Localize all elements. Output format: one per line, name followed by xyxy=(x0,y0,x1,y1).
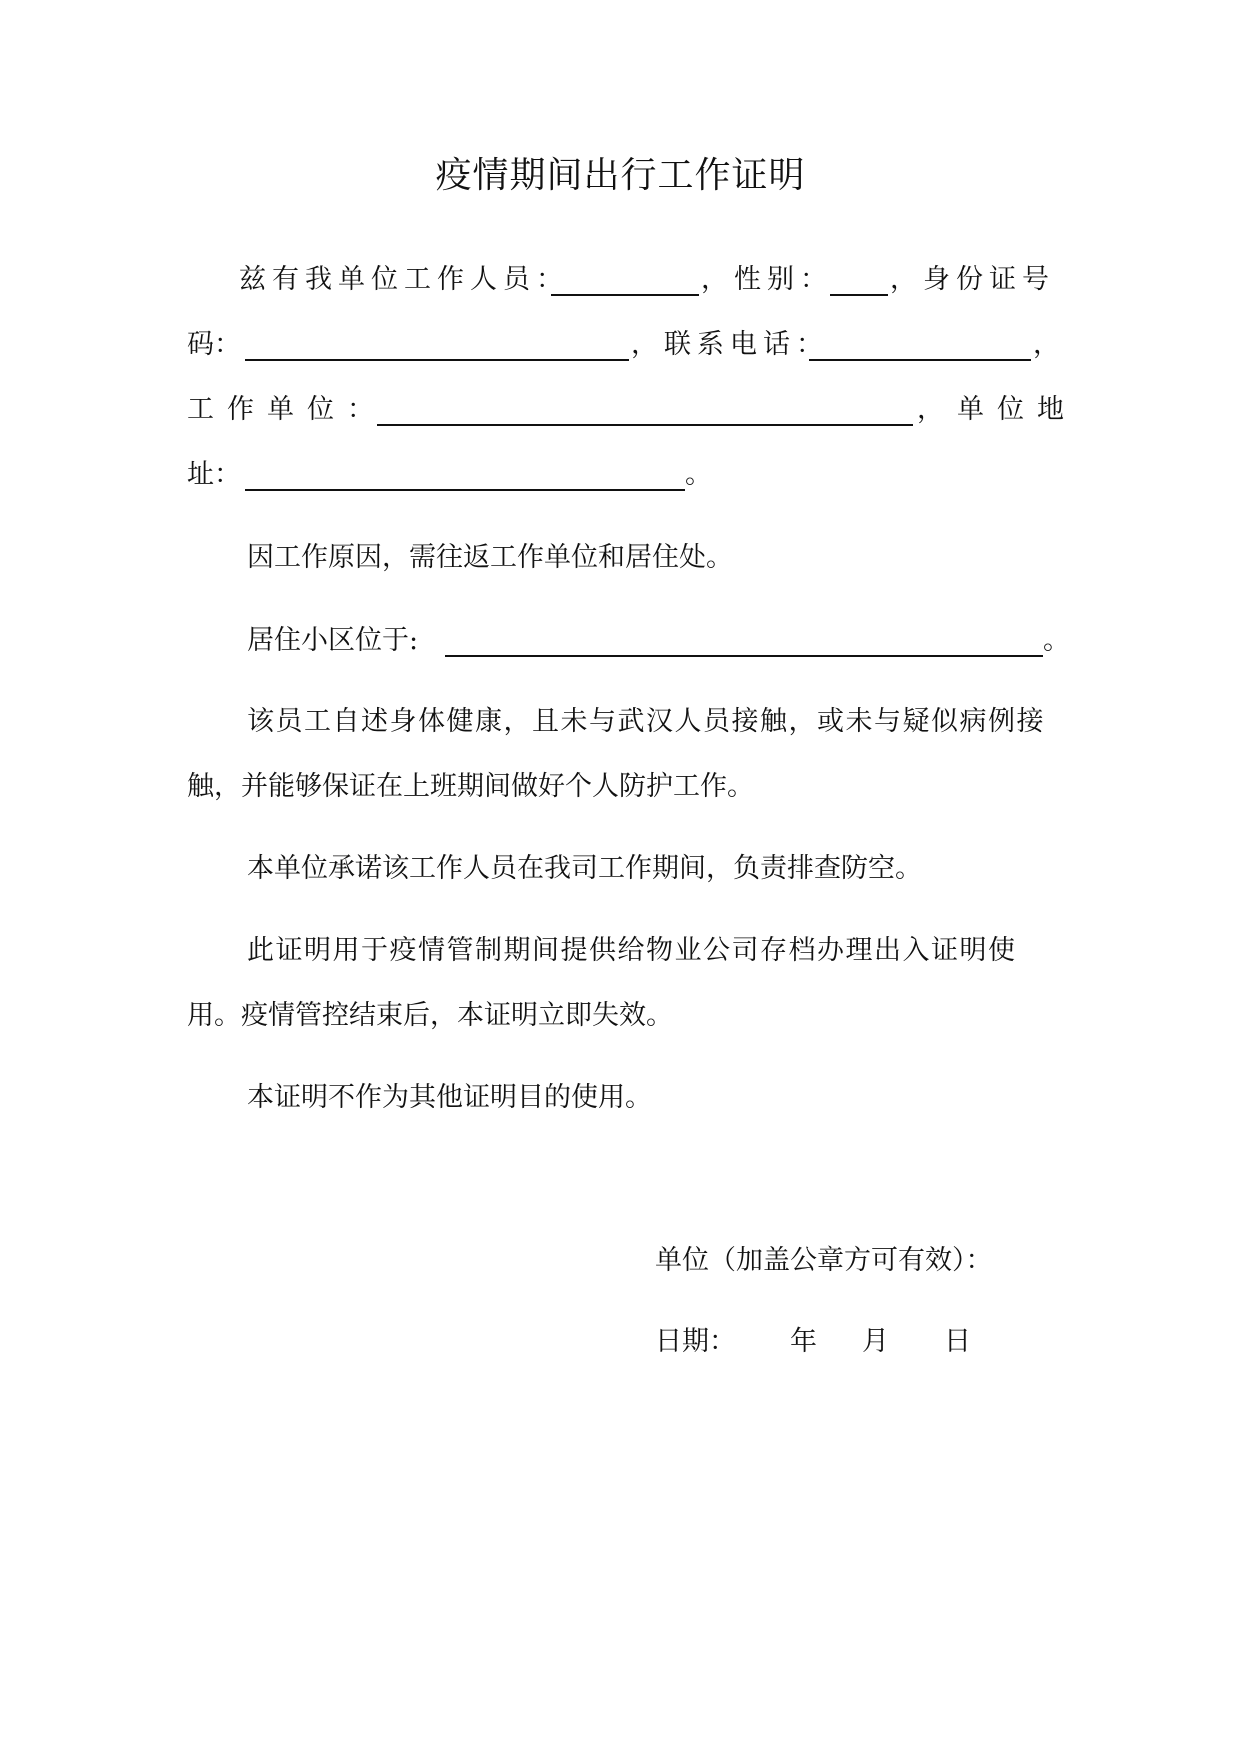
p6-line-2 xyxy=(187,994,1055,1038)
p6-text-2: 用。疫情管控结束后，本证明立即失效。 xyxy=(187,1000,673,1031)
p1-address-label: ，单位地 xyxy=(917,394,1077,425)
date-year: 年 xyxy=(790,1326,817,1357)
p4-text-2: 触，并能够保证在上班期间做好个人防护工作。 xyxy=(187,771,754,802)
p1-line-1 xyxy=(187,258,1055,302)
p7-text: 本证明不作为其他证明目的使用。 xyxy=(247,1082,652,1113)
date-label: 日期： xyxy=(655,1326,736,1357)
p1-line-4 xyxy=(187,453,1055,497)
p3-residence-label: 居住小区位于: xyxy=(247,625,419,656)
staff-name-field[interactable] xyxy=(551,294,699,296)
p1-line-3 xyxy=(187,388,1077,432)
p1-comma: ， xyxy=(1033,329,1060,360)
id-number-field[interactable] xyxy=(245,359,629,361)
p5-line xyxy=(187,847,1055,891)
p1-address-label-cont: 址： xyxy=(187,459,241,490)
p3-period: 。 xyxy=(1043,625,1070,656)
p1-line-2 xyxy=(187,323,1060,367)
signature-unit-label: 单位（加盖公章方可有效）： xyxy=(655,1245,993,1276)
gender-field[interactable] xyxy=(830,294,888,296)
unit-address-field[interactable] xyxy=(245,489,685,491)
p4-line-2 xyxy=(187,765,1055,809)
date-month: 月 xyxy=(862,1326,889,1357)
p4-text-1: 该员工自述身体健康，且未与武汉人员接触，或未与疑似病例接 xyxy=(247,706,1045,737)
p3-line xyxy=(187,619,1070,663)
p1-staff-label: 兹有我单位工作人员： xyxy=(239,264,569,295)
phone-field[interactable] xyxy=(809,359,1031,361)
signature-date-line xyxy=(187,1320,1055,1364)
p1-phone-label: ，联系电话： xyxy=(631,329,829,360)
p1-id-label: ，身份证号 xyxy=(890,264,1055,295)
date-day: 日 xyxy=(944,1326,971,1357)
p2-line xyxy=(187,536,1055,580)
p1-id-label-cont: 码： xyxy=(187,329,241,360)
p5-text: 本单位承诺该工作人员在我司工作期间，负责排查防空。 xyxy=(247,853,922,884)
p4-line-1 xyxy=(187,700,1055,744)
signature-unit-line xyxy=(187,1239,1055,1283)
p1-gender-label: ，性别： xyxy=(701,264,833,295)
residence-field[interactable] xyxy=(445,655,1043,657)
p2-text: 因工作原因，需往返工作单位和居住处。 xyxy=(247,542,733,573)
p6-line-1 xyxy=(187,929,1055,973)
p1-unit-label: 工作单位： xyxy=(187,394,387,425)
p7-line xyxy=(187,1076,1055,1120)
page-title: 疫情期间出行工作证明 xyxy=(435,155,806,196)
work-unit-field[interactable] xyxy=(377,424,913,426)
p6-text-1: 此证明用于疫情管制期间提供给物业公司存档办理出入证明使 xyxy=(247,935,1017,966)
p1-period: 。 xyxy=(685,459,712,490)
